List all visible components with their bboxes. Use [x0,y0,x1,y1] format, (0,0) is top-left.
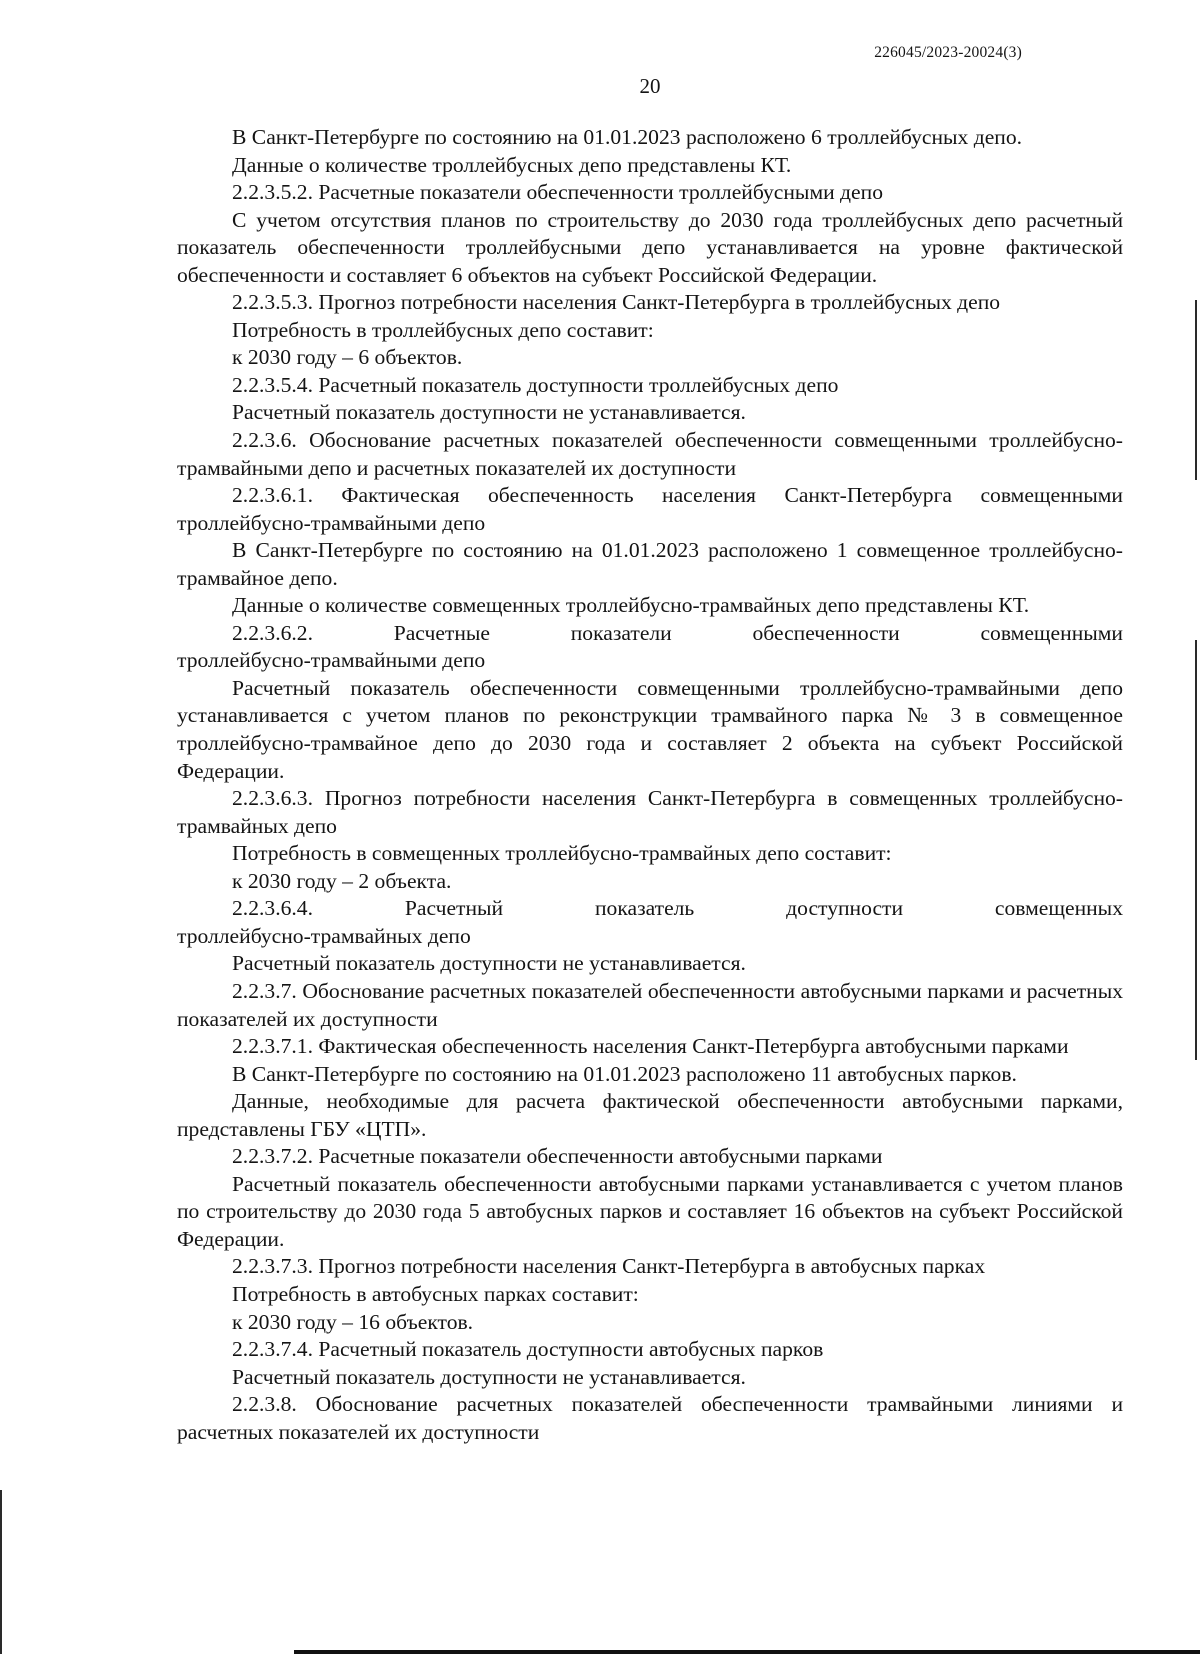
scan-edge-mark [1195,640,1197,1060]
paragraph: 2.2.3.6. Обоснование расчетных показателей обеспеченности совмещенными троллейбусно-трамвайными депо и расчетных показателей их доступности [177,428,1123,480]
page-number: 20 [639,74,661,98]
paragraph: Данные, необходимые для расчета фактической обеспеченности автобусными парками, представлены ГБУ «ЦТП». [177,1089,1123,1141]
paragraph: 2.2.3.5.2. Расчетные показатели обеспеченности троллейбусными депо [232,180,883,205]
paragraph: 2.2.3.6.3. Прогноз потребности населения Санкт-Петербурга в совмещенных троллейбусно-трамвайных депо [177,786,1123,838]
paragraph: 2.2.3.5.4. Расчетный показатель доступности троллейбусных депо [232,372,839,397]
paragraph: 2.2.3.7. Обоснование расчетных показателей обеспеченности автобусными парками и расчетных показателей их доступности [177,978,1123,1031]
paragraph: к 2030 году – 6 объектов. [232,345,463,370]
paragraph: 2.2.3.7.2. Расчетные показатели обеспеченности автобусными парками [232,1144,883,1169]
paragraph: 2.2.3.5.3. Прогноз потребности населения Санкт-Петербурга в троллейбусных депо [232,290,1001,315]
scan-bottom-border [294,1650,1200,1654]
paragraph: троллейбусно-трамвайными депо [177,648,486,673]
paragraph: Расчетный показатель доступности не устанавливается. [232,1364,746,1389]
paragraph: В Санкт-Петербурге по состоянию на 01.01.2023 расположено 6 троллейбусных депо. [232,125,1023,149]
paragraph: В Санкт-Петербурге по состоянию на 01.01.2023 расположено 1 совмещенное троллейбусно-трамвайное депо. [177,538,1123,590]
paragraph: 2.2.3.7.1. Фактическая обеспеченность населения Санкт-Петербурга автобусными парками [232,1034,1069,1059]
paragraph: С учетом отсутствия планов по строительству до 2030 года троллейбусных депо расчетный показатель обеспеченности троллейбусными депо устанавливается на уровне фактической обеспеченности и составляет 6 объектов на субъект Российской Федерации. [177,207,1123,287]
paragraph: 2.2.3.6.4. Расчетный показатель доступности совмещенных [232,896,1123,921]
paragraph: Потребность в автобусных парках составит: [232,1281,639,1306]
paragraph: 2.2.3.7.3. Прогноз потребности населения Санкт-Петербурга в автобусных парках [232,1254,986,1279]
body-text [177,124,1123,1446]
document-id: 226045/2023-20024(3) [874,44,1022,61]
paragraph: Данные о количестве троллейбусных депо представлены КТ. [232,152,792,177]
paragraph: Потребность в троллейбусных депо составит: [232,317,654,342]
paragraph: 2.2.3.7.4. Расчетный показатель доступности автобусных парков [232,1337,824,1362]
paragraph: троллейбусно-трамвайных депо [177,923,471,948]
paragraph: к 2030 году – 16 объектов. [232,1309,474,1334]
scan-edge-mark [1195,300,1197,480]
paragraph: Расчетный показатель обеспеченности совмещенными троллейбусно-трамвайными депо устанавливается с учетом планов по реконструкции трамвайного парка № 3 в совмещенное троллейбусно-трамвайное депо до 2030 года и составляет 2 объекта на субъект Российской Федерации. [177,675,1123,783]
paragraph: Расчетный показатель доступности не устанавливается. [232,951,746,976]
paragraph: 2.2.3.8. Обоснование расчетных показателей обеспеченности трамвайными линиями и расчетных показателей их доступности [177,1392,1123,1444]
paragraph: В Санкт-Петербурге по состоянию на 01.01.2023 расположено 11 автобусных парков. [232,1061,1017,1086]
scan-edge-mark [0,1490,2,1654]
paragraph: Данные о количестве совмещенных троллейбусно-трамвайных депо представлены КТ. [232,593,1030,618]
paragraph: Потребность в совмещенных троллейбусно-трамвайных депо составит: [232,841,892,866]
paragraph: Расчетный показатель доступности не устанавливается. [232,400,746,425]
paragraph: 2.2.3.6.2. Расчетные показатели обеспеченности совмещенными [232,620,1123,645]
paragraph: к 2030 году – 2 объекта. [232,868,452,893]
paragraph: 2.2.3.6.1. Фактическая обеспеченность населения Санкт-Петербурга совмещенными троллейбусно-трамвайными депо [177,483,1123,535]
paragraph: Расчетный показатель обеспеченности автобусными парками устанавливается с учетом планов по строительству до 2030 года 5 автобусных парков и составляет 16 объектов на субъект Российской Федерации. [177,1171,1123,1251]
